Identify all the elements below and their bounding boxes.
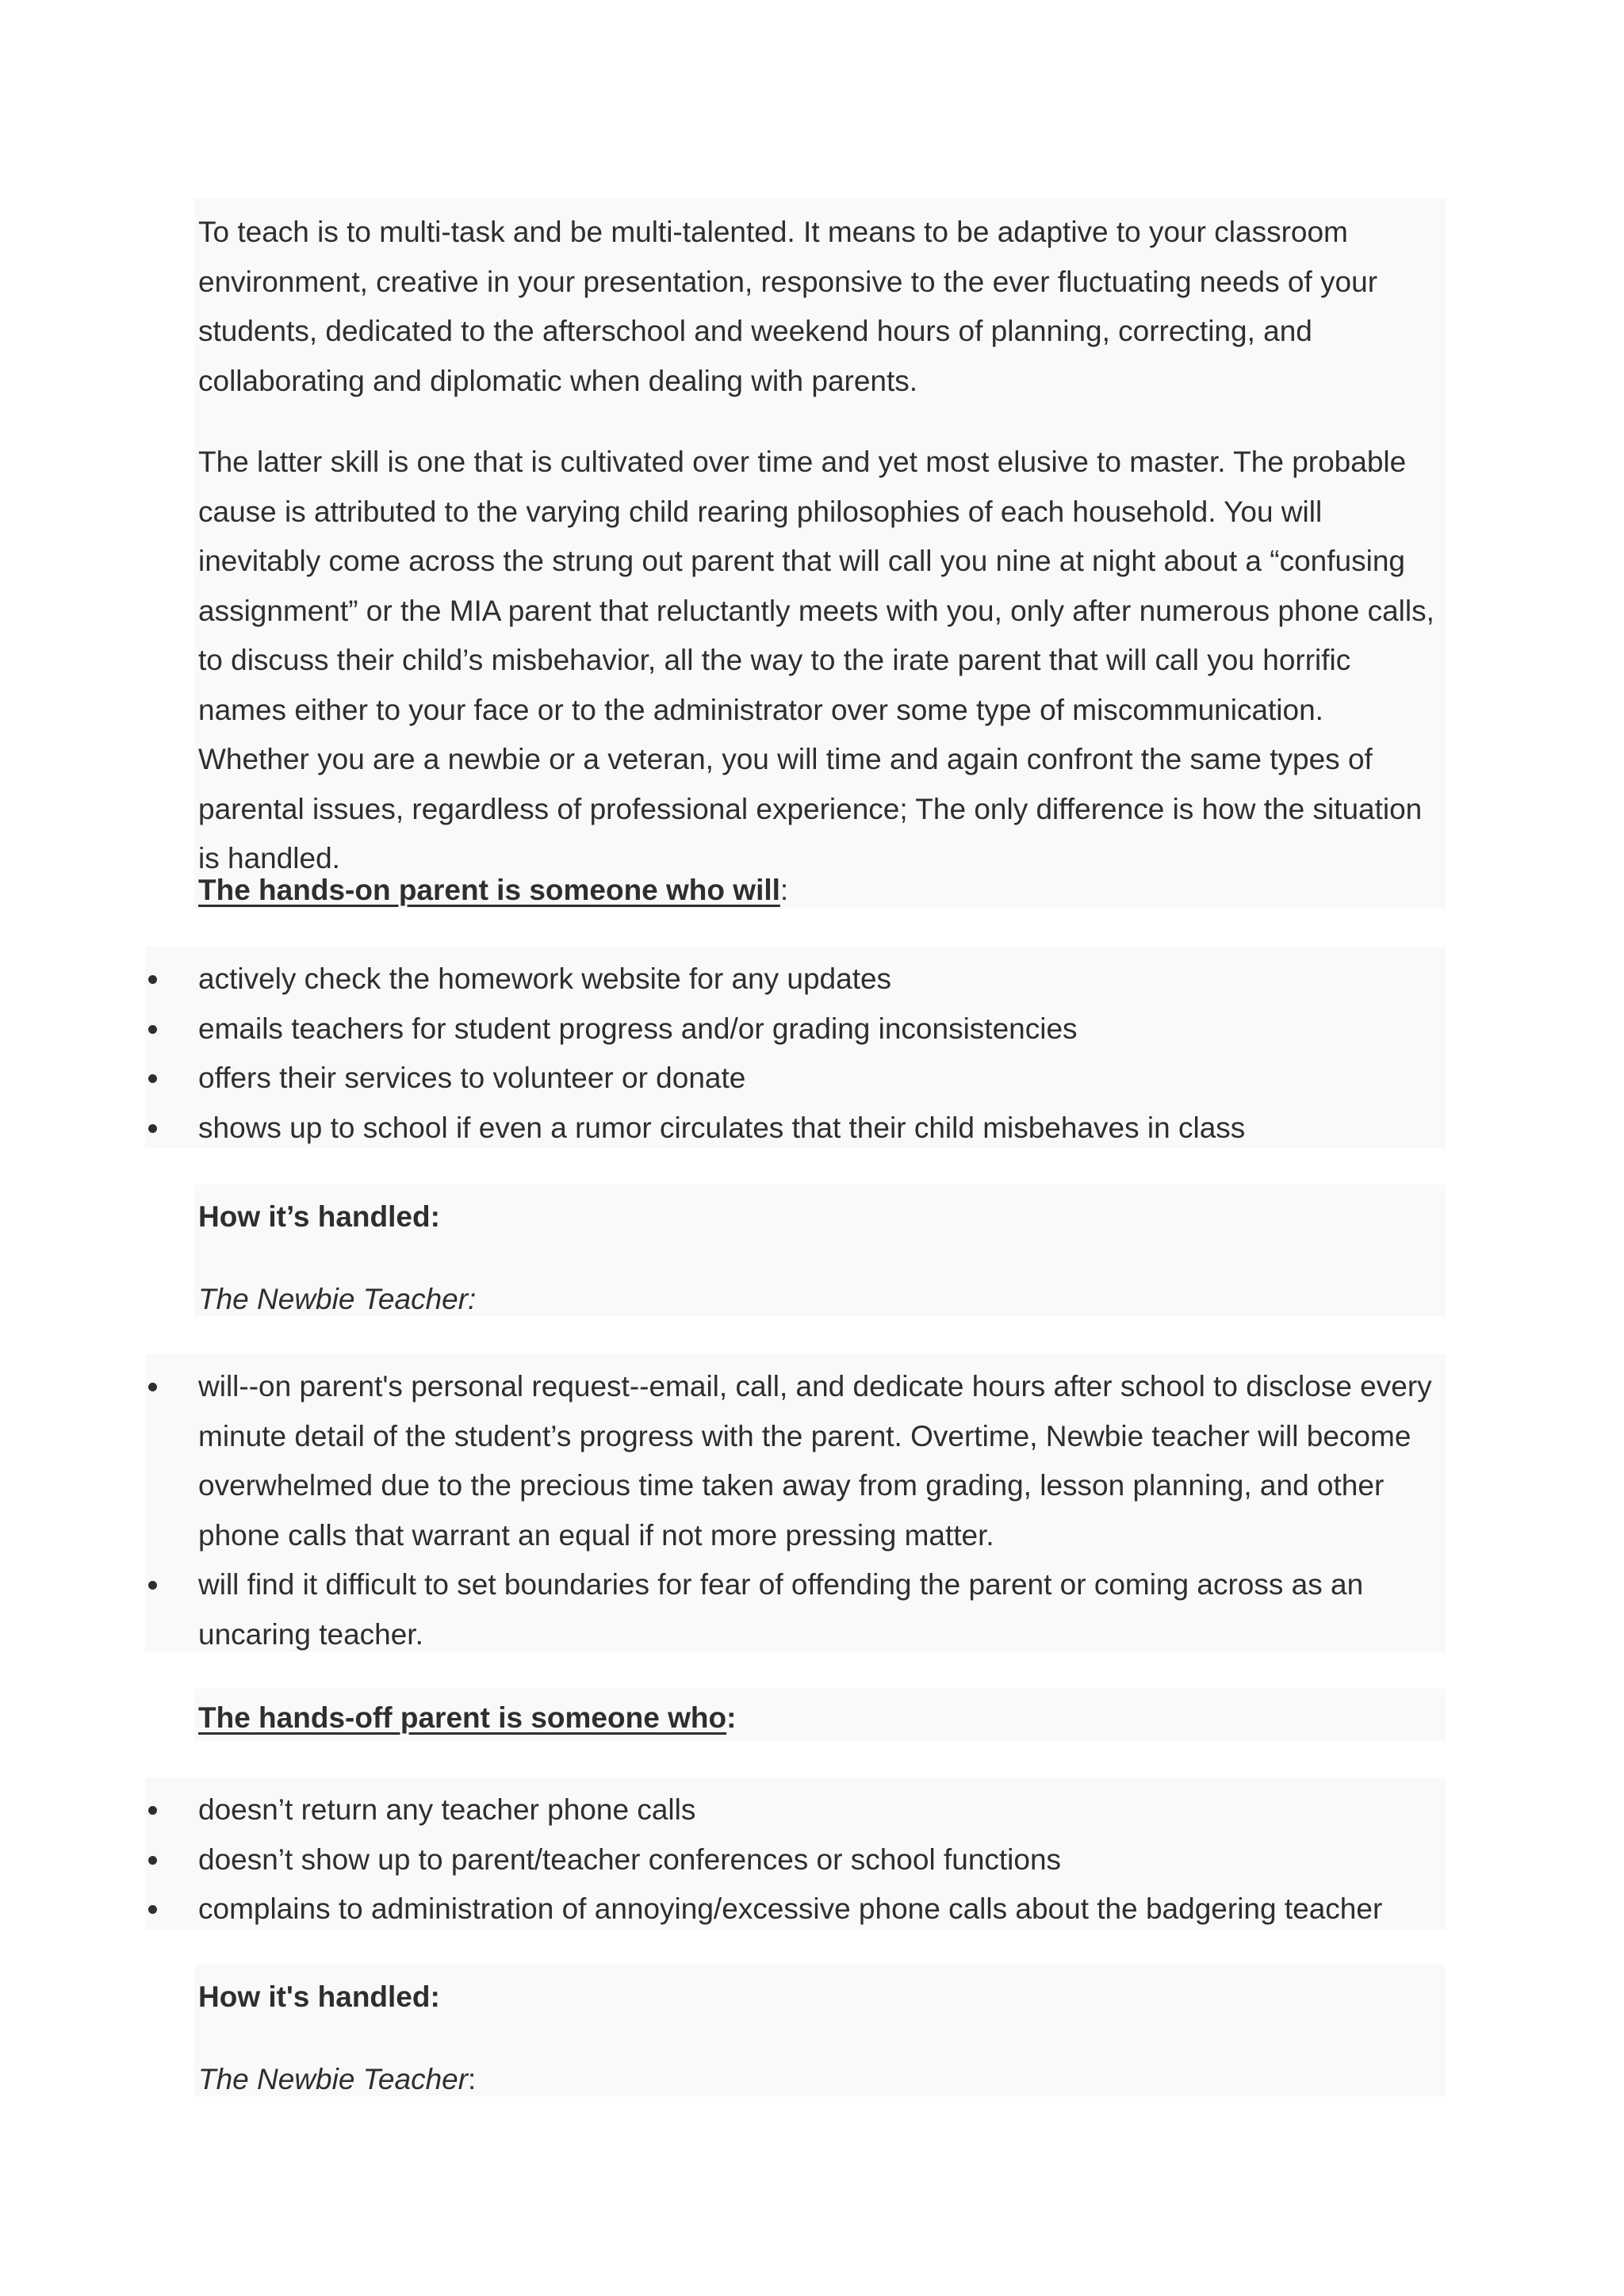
hands-off-handled-label: How it's handled: — [198, 1980, 440, 2013]
bullet-icon — [148, 1124, 157, 1133]
bullet-icon — [148, 975, 157, 984]
hands-off-newbie-label — [198, 2055, 1435, 2105]
list-item — [0, 955, 1435, 1004]
list-item-text: actively check the homework website for any updates — [198, 962, 892, 995]
hands-on-heading-text: The hands-on parent is someone who will — [198, 874, 780, 906]
bullet-icon — [148, 1806, 157, 1815]
hands-off-heading-text: The hands-off parent is someone who — [198, 1701, 727, 1734]
list-item-text: doesn’t return any teacher phone calls — [198, 1793, 696, 1826]
hands-off-heading-colon: : — [726, 1701, 737, 1734]
bullet-icon — [148, 1383, 157, 1391]
list-item — [0, 1785, 1435, 1835]
list-item-text: offers their services to volunteer or donate — [198, 1062, 746, 1094]
list-item — [0, 1104, 1435, 1154]
hands-off-newbie-label-text: The Newbie Teacher — [198, 2063, 469, 2095]
intro-paragraph: To teach is to multi-task and be multi-talented. It means to be adaptive to your classroom environment, creative in your presentation, responsive to the ever fluctuating needs of your students, dedicated to the afterschool and weekend hours of planning, correcting, and collaborating and diplomatic when dealing with parents. — [198, 216, 1378, 397]
bullet-icon — [148, 1581, 157, 1590]
hands-off-newbie-label-colon: : — [468, 2063, 477, 2095]
bullet-icon — [148, 1025, 157, 1034]
latter-skill-paragraph: The latter skill is one that is cultivated over time and yet most elusive to master. The probable cause is attributed to the varying child rearing philosophies of each household. You will inevitably come across the strung out parent that will call you nine at night about a “confusing assignment” or the MIA parent that reluctantly meets with you, only after numerous phone calls, to discuss their child’s misbehavior, all the way to the irate parent that will call you horrific names either to your face or to the administrator over some type of miscommunication. Whether you are a newbie or a veteran, you will time and again confront the same types of parental issues, regardless of professional experience; The only difference is how the situation is handled. — [198, 446, 1434, 874]
hands-off-heading — [198, 1693, 1435, 1743]
hands-on-newbie-list — [0, 1362, 1435, 1659]
hands-on-heading — [198, 866, 1435, 916]
hands-on-list — [0, 955, 1435, 1153]
hands-on-newbie-label: The Newbie Teacher: — [198, 1283, 477, 1315]
bullet-icon — [148, 1856, 157, 1865]
list-item — [0, 1560, 1435, 1659]
list-item-text: will find it difficult to set boundaries for fear of offending the parent or coming across as an uncaring teacher. — [198, 1568, 1364, 1651]
list-item-text: emails teachers for student progress and/or grading inconsistencies — [198, 1012, 1078, 1045]
list-item-text: doesn’t show up to parent/teacher conferences or school functions — [198, 1843, 1062, 1876]
list-item — [0, 1885, 1435, 1934]
list-item-text: shows up to school if even a rumor circulates that their child misbehaves in class — [198, 1111, 1246, 1144]
bullet-icon — [148, 1905, 157, 1914]
list-item-text: complains to administration of annoying/excessive phone calls about the badgering teacher — [198, 1892, 1383, 1925]
list-item — [0, 1835, 1435, 1885]
list-item — [0, 1362, 1435, 1560]
hands-off-list — [0, 1785, 1435, 1934]
bullet-icon — [148, 1074, 157, 1083]
hands-on-handled-label: How it’s handled: — [198, 1200, 440, 1233]
list-item — [0, 1004, 1435, 1054]
list-item — [0, 1054, 1435, 1104]
hands-on-heading-colon: : — [779, 874, 789, 906]
list-item-text: will--on parent's personal request--email, call, and dedicate hours after school to disclose every minute detail of the student’s progress with the parent. Overtime, Newbie teacher will become overwhelmed due to the precious time taken away from grading, lesson planning, and other phone calls that warrant an equal if not more pressing matter. — [198, 1370, 1432, 1552]
